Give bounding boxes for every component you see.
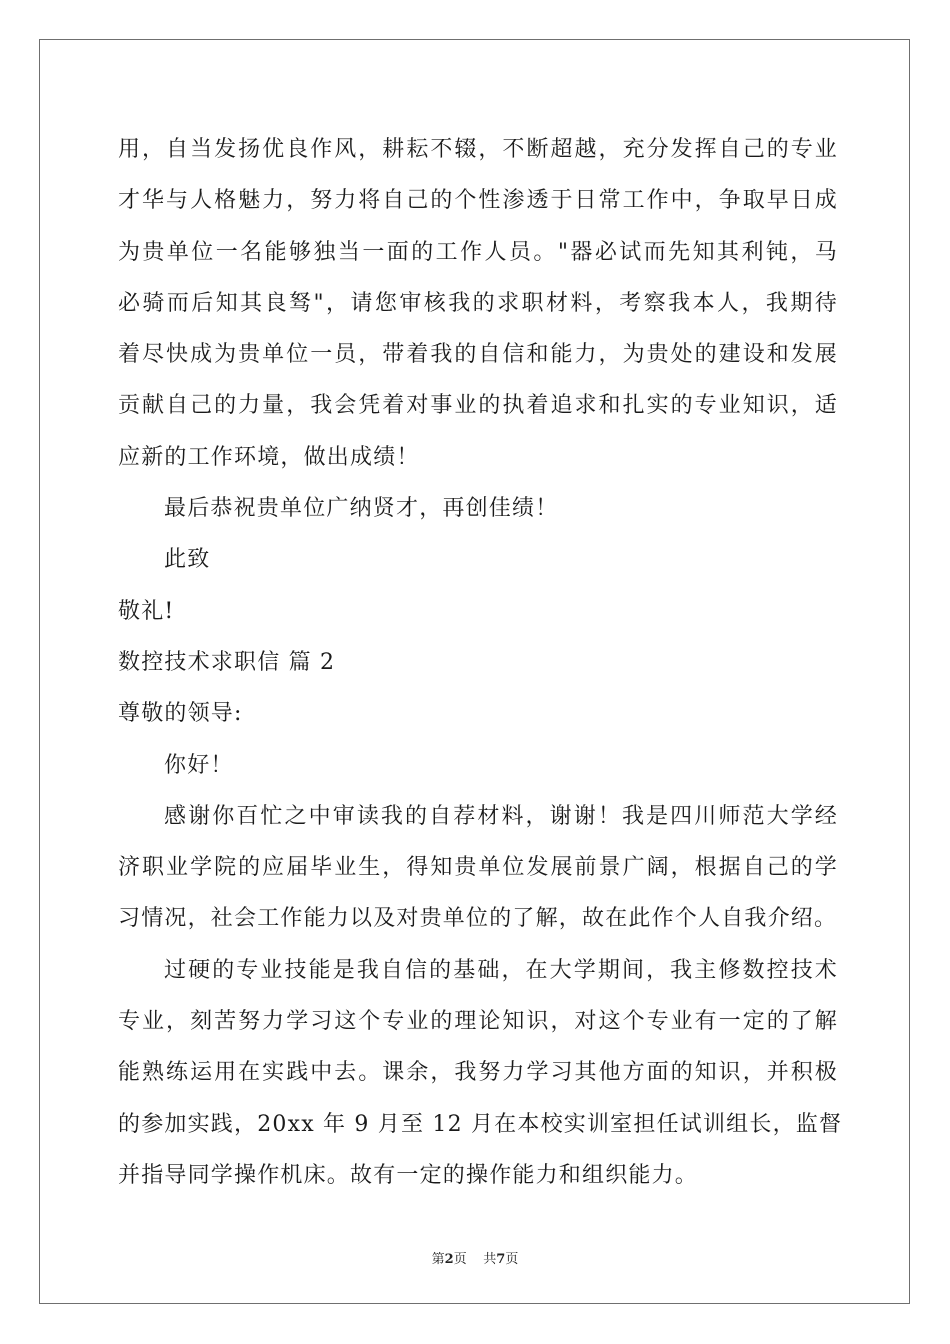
text-line: 着尽快成为贵单位一员，带着我的自信和能力，为贵处的建设和发展 <box>118 342 838 368</box>
total-pages: 7 <box>496 1252 506 1267</box>
text-line: 济职业学院的应届毕业生，得知贵单位发展前景广阔，根据自己的学 <box>118 855 838 881</box>
page-prefix: 第 <box>431 1252 445 1267</box>
page-number: 2 <box>444 1252 454 1267</box>
greeting: 你好！ <box>164 752 234 778</box>
text-line: 贡献自己的力量，我会凭着对事业的执着追求和扎实的专业知识，适 <box>118 393 838 419</box>
text-line: 过硬的专业技能是我自信的基础，在大学期间，我主修数控技术 <box>164 957 838 983</box>
page-footer <box>0 1248 950 1267</box>
text-line: 并指导同学操作机床。故有一定的操作能力和组织能力。 <box>118 1162 699 1188</box>
text-line: 用，自当发扬优良作风，耕耘不辍，不断超越，充分发挥自己的专业 <box>118 137 838 162</box>
total-prefix: 共 <box>483 1252 497 1267</box>
text-line: 为贵单位一名能够独当一面的工作人员。"器必试而先知其利钝，马 <box>118 239 838 265</box>
text-line: 能熟练运用在实践中去。课余，我努力学习其他方面的知识，并积极 <box>118 1060 838 1086</box>
text-line: 感谢你百忙之中审读我的自荐材料，谢谢！我是四川师范大学经 <box>164 803 838 829</box>
total-suffix: 页 <box>505 1252 519 1267</box>
section-title: 数控技术求职信 篇 2 <box>118 649 336 675</box>
page-suffix: 页 <box>453 1252 467 1267</box>
text-line: 专业，刻苦努力学习这个专业的理论知识，对这个专业有一定的了解 <box>118 1009 838 1035</box>
text-line: 必骑而后知其良驽"，请您审核我的求职材料，考察我本人，我期待 <box>118 290 838 316</box>
text-line: 习情况，社会工作能力以及对贵单位的了解，故在此作个人自我介绍。 <box>118 906 838 932</box>
salutation-closing: 此致 <box>164 547 211 573</box>
text-line: 应新的工作环境，做出成绩！ <box>118 444 420 470</box>
salutation-regards: 敬礼! <box>118 598 175 624</box>
text-line: 才华与人格魅力，努力将自己的个性渗透于日常工作中，争取早日成 <box>118 188 838 214</box>
text-line: 的参加实践，20xx 年 9 月至 12 月在本校实训室担任试训组长，监督 <box>118 1111 843 1137</box>
document-body <box>118 124 843 1201</box>
closing-wish: 最后恭祝贵单位广纳贤才，再创佳绩！ <box>164 496 559 522</box>
greeting-addressee: 尊敬的领导: <box>118 701 243 727</box>
